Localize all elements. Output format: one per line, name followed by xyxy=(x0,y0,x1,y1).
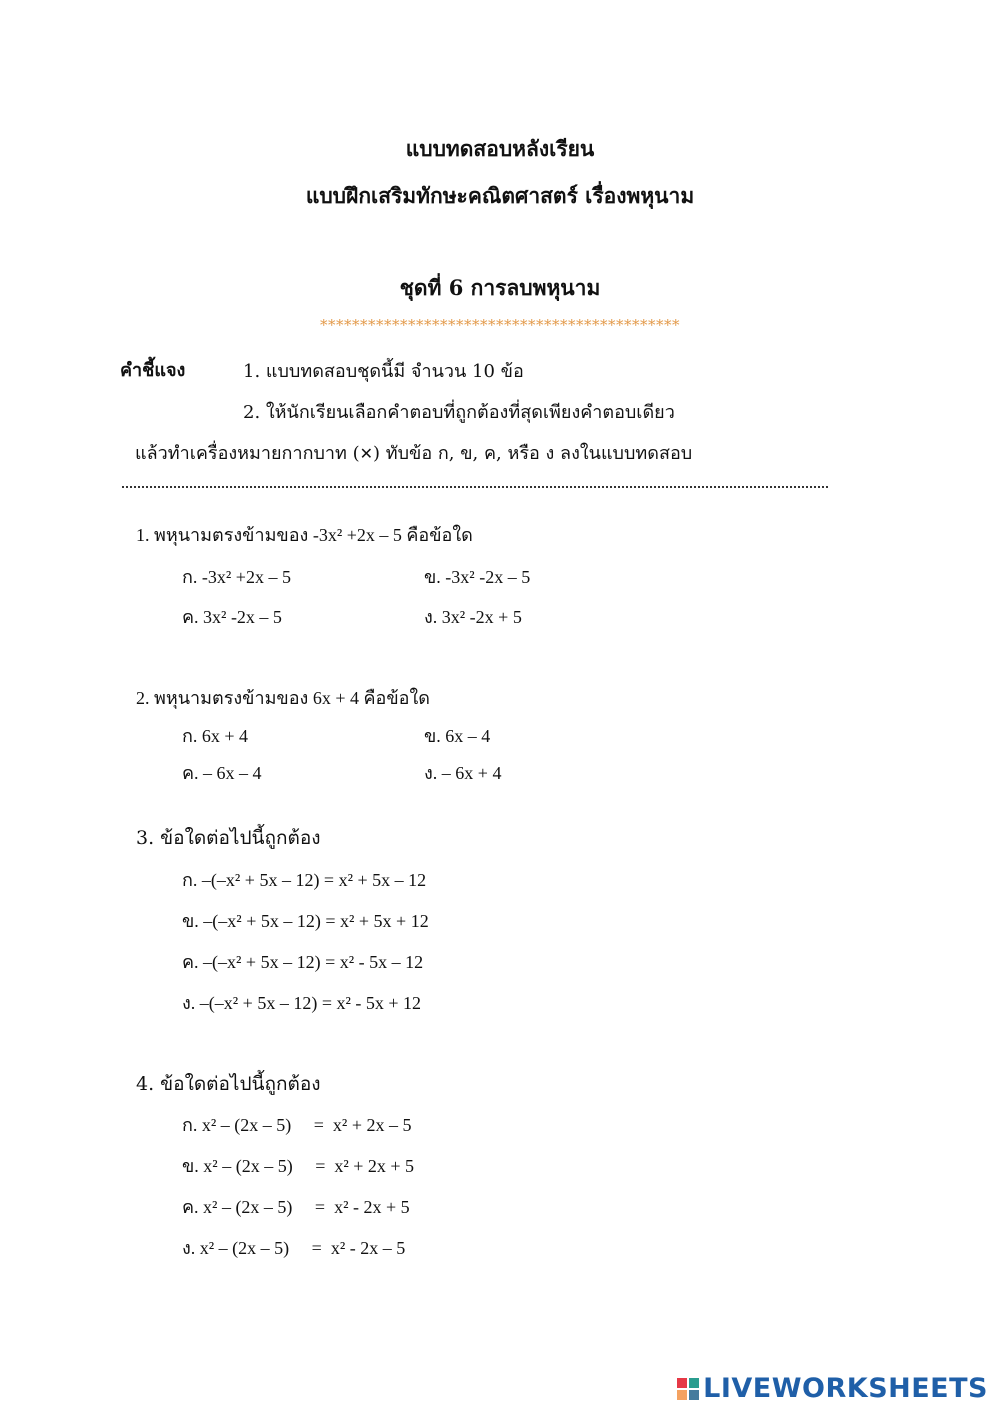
q2-choice-a[interactable]: ก. 6x + 4 xyxy=(182,726,249,746)
worksheet-subtitle: แบบฝึกเสริมทักษะคณิตศาสตร์ เรื่องพหุนาม xyxy=(305,183,695,208)
instruction-line-1: 1. แบบทดสอบชุดนี้มี จำนวน 10 ข้อ xyxy=(243,361,524,382)
instruction-line-3-end: ) ทับข้อ ก, ข, ค, หรือ ง ลงในแบบทดสอบ xyxy=(373,443,693,464)
q1-choice-c[interactable]: ค. 3x² -2x – 5 xyxy=(182,607,282,627)
question-4: 4. ข้อใดต่อไปนี้ถูกต้อง xyxy=(136,1073,321,1095)
dotted-divider xyxy=(122,486,828,488)
q4-choice-b[interactable]: ข. x² – (2x – 5) = x² + 2x + 5 xyxy=(182,1156,415,1176)
logo-mark-icon xyxy=(677,1378,699,1400)
question-1: 1. พหุนามตรงข้ามของ -3x² +2x – 5 คือข้อใด xyxy=(136,525,473,545)
worksheet-title: แบบทดสอบหลังเรียน xyxy=(405,136,595,161)
q4-choice-d[interactable]: ง. x² – (2x – 5) = x² - 2x – 5 xyxy=(182,1238,406,1258)
q2-choice-b[interactable]: ข. 6x – 4 xyxy=(424,726,491,746)
set-title: ชุดที่ 6 การลบพหุนาม xyxy=(399,275,601,300)
q2-choice-d[interactable]: ง. – 6x + 4 xyxy=(424,763,502,783)
q4-choice-a[interactable]: ก. x² – (2x – 5) = x² + 2x – 5 xyxy=(182,1115,412,1135)
question-2: 2. พหุนามตรงข้ามของ 6x + 4 คือข้อใด xyxy=(136,688,430,708)
q2-choice-c[interactable]: ค. – 6x – 4 xyxy=(182,763,262,783)
q4-choice-c[interactable]: ค. x² – (2x – 5) = x² - 2x + 5 xyxy=(182,1197,410,1217)
q1-choice-d[interactable]: ง. 3x² -2x + 5 xyxy=(424,607,522,627)
q1-choice-b[interactable]: ข. -3x² -2x – 5 xyxy=(424,567,531,587)
instruction-line-3-start: แล้วทำเครื่องหมายกากบาท ( xyxy=(135,443,360,464)
q3-choice-c[interactable]: ค. –(–x² + 5x – 12) = x² - 5x – 12 xyxy=(182,952,424,972)
instruction-line-3 xyxy=(135,438,692,467)
liveworksheets-logo xyxy=(677,1373,988,1404)
question-3: 3. ข้อใดต่อไปนี้ถูกต้อง xyxy=(136,827,321,849)
instructions-label: คำชี้แจง xyxy=(120,360,186,381)
q3-choice-d[interactable]: ง. –(–x² + 5x – 12) = x² - 5x + 12 xyxy=(182,993,422,1013)
cross-mark-icon: ✕ xyxy=(359,444,374,463)
q3-choice-a[interactable]: ก. –(–x² + 5x – 12) = x² + 5x – 12 xyxy=(182,870,427,890)
q1-choice-a[interactable]: ก. -3x² +2x – 5 xyxy=(182,567,291,587)
instruction-line-2: 2. ให้นักเรียนเลือกคำตอบที่ถูกต้องที่สุดเพียงคำตอบเดียว xyxy=(243,402,675,423)
star-divider: ********************************************* xyxy=(320,316,680,334)
logo-text: LIVEWORKSHEETS xyxy=(703,1373,988,1404)
q3-choice-b[interactable]: ข. –(–x² + 5x – 12) = x² + 5x + 12 xyxy=(182,911,429,931)
